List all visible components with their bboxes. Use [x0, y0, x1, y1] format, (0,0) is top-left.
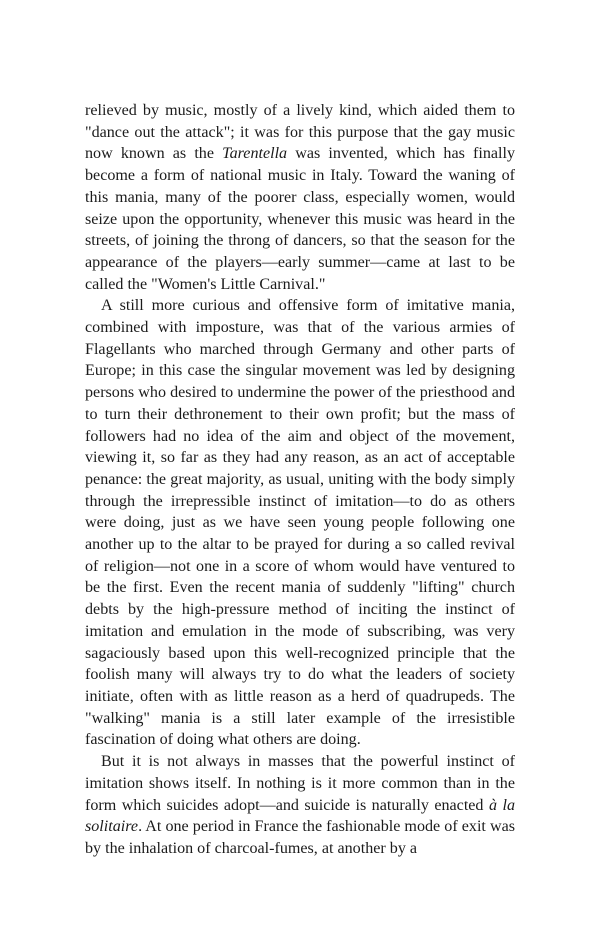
paragraph-text: was invented, which has finally become a form of national music in Italy. Toward the waning of this mania, many of the poorer class, especially women, would seize upon the opportunity, whenever this music was heard in the streets, of joining the throng of dancers, so that the season for the appearance of the players—early summer—came at last to be called the "Women's Little Carnival." — [85, 145, 515, 293]
paragraph-flagellants — [85, 295, 515, 751]
paragraph-text: . At one period in France the fashionable mode of exit was by the inhalation of charcoal-fumes, at another by a — [85, 818, 515, 857]
italic-term-a-la-solitaire: à la solitaire — [85, 796, 515, 836]
italic-term-tarentella: Tarentella — [222, 145, 288, 163]
paragraph-suicide-imitation — [85, 751, 515, 860]
paragraph-tarantella — [85, 100, 515, 295]
paragraph-text: relieved by music, mostly of a lively kind, which aided them to "dance out the attack"; it was for this purpose that the gay music now known as the — [85, 102, 515, 163]
paragraph-text: But it is not always in masses that the powerful instinct of imitation shows itself. In nothing is it more common than in the form which suicides adopt—and suicide is naturally enacted — [85, 753, 515, 814]
paragraph-text: A still more curious and offensive form of imitative mania, combined with imposture, was that of the various armies of Flagellants who marched through Germany and other parts of Europe; in this case the singular movement was led by designing persons who desired to undermine the power of the priesthood and to turn their dethronement to their own profit; but the mass of followers had no idea of the aim and object of the movement, viewing it, so far as they had any reason, as an act of acceptable penance: the great majority, as usual, uniting with the body simply through the irrepressible instinct of imitation—to do as others were doing, just as we have seen young people following one another up to the altar to be prayed for during a so called revival of religion—not one in a score of whom would have ventured to be the first. Even the recent mania of suddenly "lifting" church debts by the high-pressure method of inciting the instinct of imitation and emulation in the mode of subscribing, was very sagaciously based upon this well-recognized principle that the foolish many will always try to do what the leaders of society initiate, often with as little reason as a herd of quadrupeds. The "walking" mania is a still later example of the irresistible fascination of doing what others are doing. — [85, 297, 515, 749]
page-body — [85, 100, 515, 860]
